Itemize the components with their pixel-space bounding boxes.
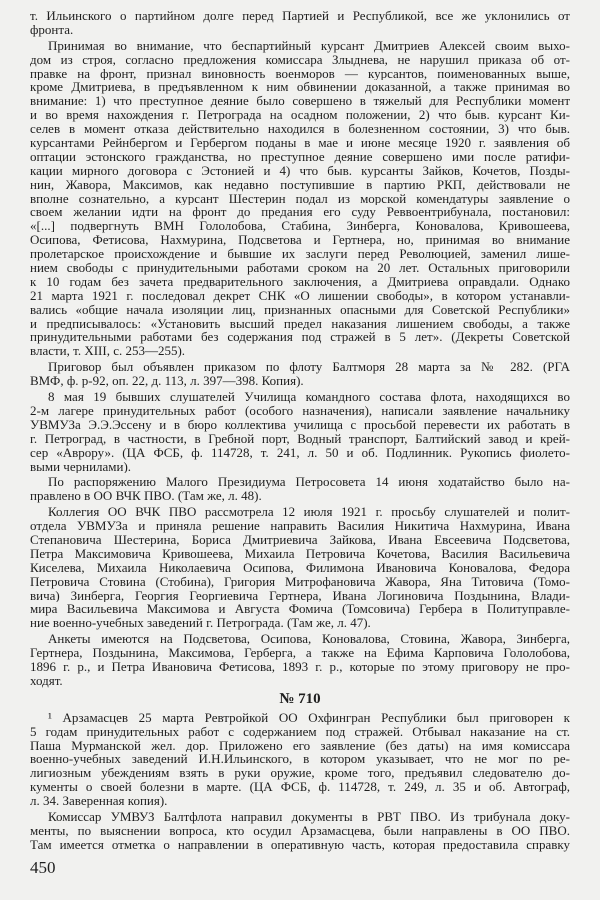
text-line: мира Васильевича Максимова и Августа Фомича (Томсовича) Гербера в Политуправле- (30, 602, 570, 617)
text-line: Петровича Стовина (Стобина), Григория Митрофановича Жавора, Яна Титовича (Томо- (30, 574, 570, 589)
text-line: т. Ильинского о партийном долге перед Партией и Республикой, все же уклонились от (30, 9, 570, 23)
text-line: нин, Жавора, Максимов, как недавно поступившие в партию РКП, действовали не (30, 177, 570, 192)
document-number-heading: № 710 (279, 690, 321, 707)
text-line: 5 годам принудительных работ с содержанием под стражей. Отбывал наказание на ст. (30, 724, 570, 739)
text-line: «[...] подвергнуть ВМН Гололобова, Стабина, Зинберга, Коновалова, Кривошеева, (30, 219, 570, 234)
footnote-paragraph (30, 711, 570, 808)
text-line: кроме Дмитриева, в предъявленном к ним обвинении доказанной, а также принимая во (30, 80, 570, 95)
text-line: вались «общие начала изоляции лиц, признанных опасными для Советской Республики» (30, 302, 570, 317)
text-paragraph (30, 390, 570, 473)
text-line: пролетарское происхождение и бывшие их заслуги перед Революцией, заменил лише- (30, 247, 570, 262)
text-line: своем желании идти на фронт до предания его суду Реввоентрибунала, постановил: (30, 205, 570, 220)
text-line: 2-м лагере принудительных работ (особого назначения), написали заявление начальнику (30, 403, 570, 418)
text-line: оптации эстонского гражданства, но преступное деяние совершено ими после ратифи- (30, 149, 570, 164)
text-line: ВМФ, ф. р-92, оп. 22, д. 113, л. 397—398. Копия). (30, 374, 304, 389)
text-line: вполне сознательно, а курсант Шестерин подал из морской комендатуры заявление о (30, 191, 570, 206)
text-line: Принимая во внимание, что беспартийный курсант Дмитриев Алексей своим выхо- (48, 38, 570, 53)
text-line: кации мирного договора с Эстонией и 4) что быв. курсанты Зайков, Кочетов, Позды- (30, 163, 570, 178)
text-line: отдела УВМУЗа и приняла решение направить Василия Никитича Нахмурина, Ивана (30, 519, 570, 533)
text-line: 8 мая 19 бывших слушателей Училища командного состава флота, находящихся во (48, 390, 570, 404)
text-line: Там имеется отметка о направлении в оперативную часть, которая предоставила справку (30, 837, 570, 852)
text-line: власти, т. XIII, с. 253—255). (30, 344, 186, 359)
page-number: 450 (30, 858, 56, 877)
text-line: Петра Максимовича Кривошеева, Михаила Петровича Кочетова, Василия Васильевича (30, 546, 570, 561)
text-line: ходят. (30, 673, 63, 688)
text-line: Паша Мурманской жел. дор. Приложено его заявление (без даты) на имя комиссара (30, 738, 570, 753)
text-paragraph (30, 810, 570, 852)
text-line: принудительными работами без содержания под стражей в 5 лет». (Декреты Советской (30, 330, 570, 345)
text-line: и предписывалось: «Установить высший предел наказания лишением свободы, а также (30, 316, 570, 331)
text-line: 1896 г. р., и Петра Ивановича Фетисова, 1893 г. р., которые по этому приговору не про- (30, 659, 570, 674)
text-line: правлено в ОО ВЧК ПВО. (Там же, л. 48). (30, 489, 262, 504)
text-line: правке на фронт, признал виновность военморов — курсантов, поименованных выше, (30, 66, 570, 81)
text-line: дом из строя, согласно предложения комиссара Злыднева, не нарушил приказа об от- (30, 52, 570, 67)
text-line: ¹ Арзамасцев 25 марта Ревтройкой ОО Охфингран Республики был приговорен к (48, 710, 570, 725)
text-paragraph (30, 9, 570, 37)
text-line: л. 34. Заверенная копия). (30, 794, 168, 808)
document-page (30, 9, 570, 852)
text-line: фронта. (30, 22, 74, 37)
text-line: Приговор был объявлен приказом по флоту Балтморя 28 марта за № 282. (РГА (48, 360, 570, 375)
text-line: к 10 годам без зачета предварительного заключения, а Дмитриева оправдали. Однако (30, 274, 570, 289)
text-line: Комиссар УМВУЗ Балтфлота направил документы в РВТ ПВО. Из трибунала доку- (48, 809, 570, 824)
text-paragraph (30, 360, 570, 388)
text-paragraph (30, 505, 570, 630)
text-line: внимание: 1) что преступное деяние было совершено в тяжелый для Республики момент (30, 94, 570, 109)
text-paragraph (30, 632, 570, 688)
text-line: менты, по выяснении вопроса, кто осудил Арзамасцева, были направлены в ОО ПВО. (30, 823, 570, 838)
text-line: кументы о своей болезни в марте. (ЦА ФСБ, ф. 114728, т. 249, л. 35 и об. Автограф, (30, 780, 570, 795)
text-line: сер «Аврору». (ЦА ФСБ, ф. 114728, т. 241, л. 50 и об. Подлинник. Рукопись фиолето- (30, 445, 570, 460)
text-line: Осипова, Фетисова, Нахмурина, Подсветова и Гертнера, но, принимая во внимание (30, 233, 570, 248)
text-line: 21 марта 1921 г. последовал декрет СНК «О лишении свободы», в котором устанавли- (30, 288, 570, 303)
text-line: выми чернилами). (30, 459, 132, 474)
text-line: вича) Зинберга, Георгия Георгиевича Гертнера, Ивана Логиновича Поздынина, Влади- (30, 588, 570, 603)
text-line: курсантами Рейнбергом и Гербергом поданы в мае и июне месяце 1920 г. заявления об (30, 136, 570, 150)
text-line: лигиозным убеждениям взять в руки оружие, кроме того, предъявил следователю до- (30, 766, 570, 781)
text-line: селев в момент отказа действительно находился в болезненном состоянии, 3) что быв. (30, 122, 570, 137)
text-line: военно-учебных заведений И.Н.Ильинского, в котором указывает, что не мог по ре- (30, 752, 570, 767)
text-paragraph (30, 475, 570, 503)
text-line: Коллегия ОО ВЧК ПВО рассмотрела 12 июля 1921 г. просьбу слушателей и полит- (48, 505, 570, 520)
text-line: УВМУЗа Э.Э.Эссену и в бюро коллектива училища с просьбой перевести их работать в (30, 417, 570, 432)
text-line: Гертнера, Поздынина, Максимова, Герберга, а также на Ефима Карповича Гололобова, (30, 646, 570, 660)
text-line: По распоряжению Малого Президиума Петросовета 14 июня ходатайство было на- (48, 475, 570, 490)
text-line: Киселева, Михаила Николаевича Осипова, Филимона Ивановича Коновалова, Федора (30, 560, 570, 575)
text-line: ние военно-учебных заведений г. Петрограда. (Там же, л. 47). (30, 616, 371, 631)
text-line: г. Петроград, в частности, в Гребной порт, Водный транспорт, Балтийский завод и крей- (30, 431, 570, 446)
text-paragraph (30, 39, 570, 358)
text-line: нием свободы с принудительными работами сроком на 20 лет. Остальных приговорили (30, 261, 570, 275)
text-line: и во время нахождения г. Петрограда на осадном положении, 2) что быв. курсант Ки- (30, 108, 570, 123)
text-line: Степановича Шестерина, Бориса Дмитриевича Зайкова, Ивана Евсеевича Подсветова, (30, 532, 570, 547)
text-line: Анкеты имеются на Подсветова, Осипова, Коновалова, Стовина, Жавора, Зинберга, (48, 632, 570, 647)
